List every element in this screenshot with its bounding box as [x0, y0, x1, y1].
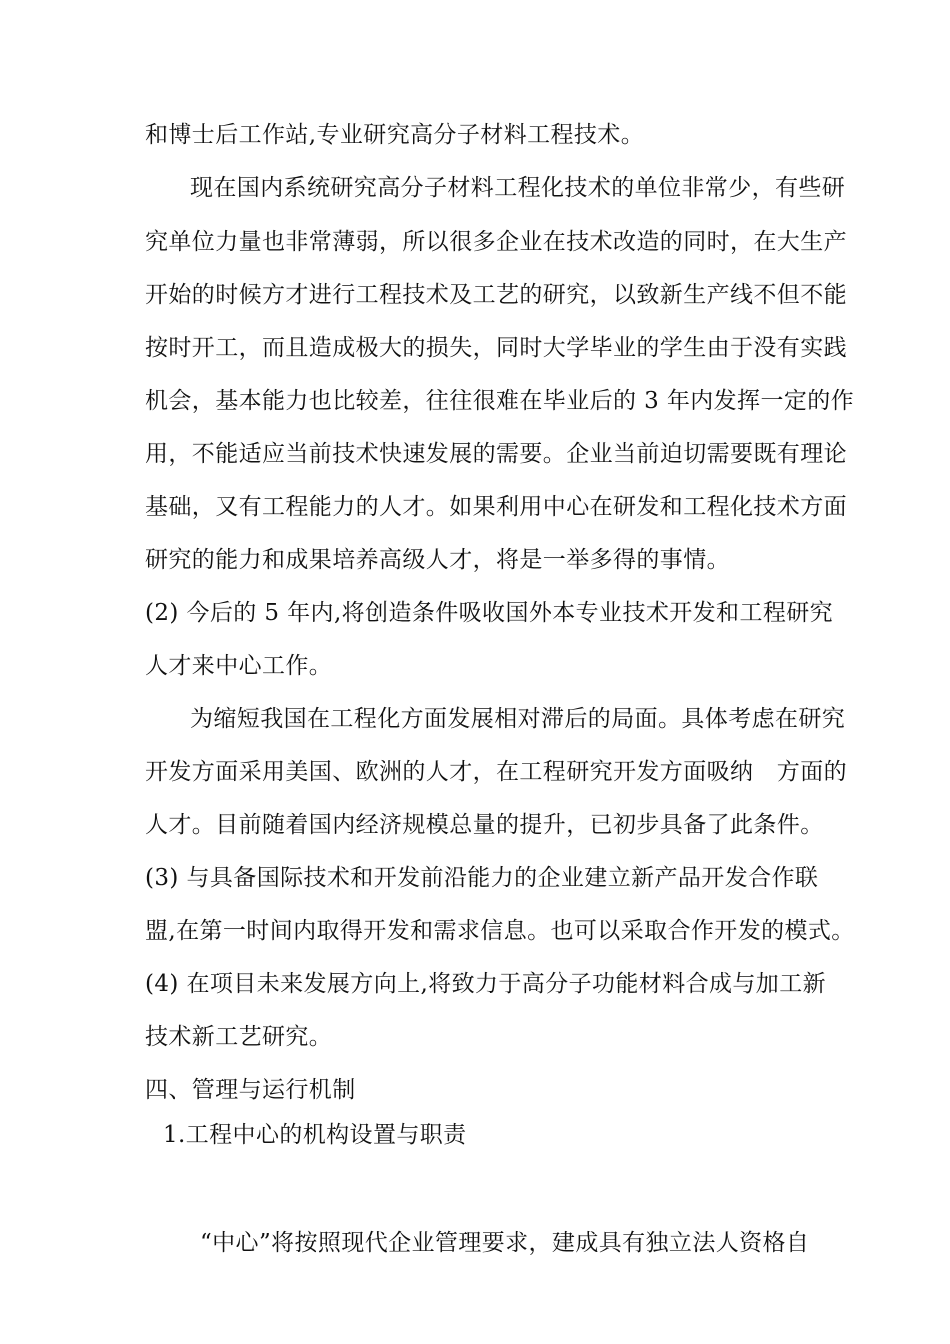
subsection-heading: 1.工程中心的机构设置与职责 — [163, 1122, 467, 1148]
paragraph-line: 开始的时候方才进行工程技术及工艺的研究，以致新生产线不但不能 — [145, 282, 847, 308]
paragraph-line: 究单位力量也非常薄弱，所以很多企业在技术改造的同时，在大生产 — [145, 229, 847, 255]
paragraph-line: 开发方面采用美国、欧洲的人才，在工程研究开发方面吸纳 方面的 — [145, 759, 847, 785]
section-heading: 四、管理与运行机制 — [145, 1077, 356, 1103]
list-item-line: (2) 今后的 5 年内,将创造条件吸收国外本专业技术开发和工程研究 — [145, 600, 834, 626]
paragraph-line: 研究的能力和成果培养高级人才，将是一举多得的事情。 — [145, 547, 730, 573]
list-item-line: (4) 在项目未来发展方向上,将致力于高分子功能材料合成与加工新 — [145, 971, 827, 997]
paragraph-line: 基础，又有工程能力的人才。如果利用中心在研发和工程化技术方面 — [145, 494, 847, 520]
list-item-line: 人才来中心工作。 — [145, 653, 333, 679]
paragraph-line: 为缩短我国在工程化方面发展相对滞后的局面。具体考虑在研究 — [190, 706, 846, 732]
paragraph-line: 和博士后工作站,专业研究高分子材料工程技术。 — [145, 122, 645, 148]
paragraph-line: 人才。目前随着国内经济规模总量的提升，已初步具备了此条件。 — [145, 812, 824, 838]
paragraph-line: 现在国内系统研究高分子材料工程化技术的单位非常少，有些研 — [190, 175, 846, 201]
list-item-line: (3) 与具备国际技术和开发前沿能力的企业建立新产品开发合作联 — [145, 865, 819, 891]
list-item-line: 技术新工艺研究。 — [145, 1024, 333, 1050]
paragraph-line: 按时开工，而且造成极大的损失，同时大学毕业的学生由于没有实践 — [145, 335, 847, 361]
list-item-line: 盟,在第一时间内取得开发和需求信息。也可以采取合作开发的模式。 — [145, 918, 855, 944]
paragraph-line: 用，不能适应当前技术快速发展的需要。企业当前迫切需要既有理论 — [145, 441, 847, 467]
paragraph-line: 机会，基本能力也比较差，往往很难在毕业后的 3 年内发挥一定的作 — [145, 388, 855, 414]
paragraph-line: “中心”将按照现代企业管理要求，建成具有独立法人资格自 — [200, 1230, 810, 1256]
